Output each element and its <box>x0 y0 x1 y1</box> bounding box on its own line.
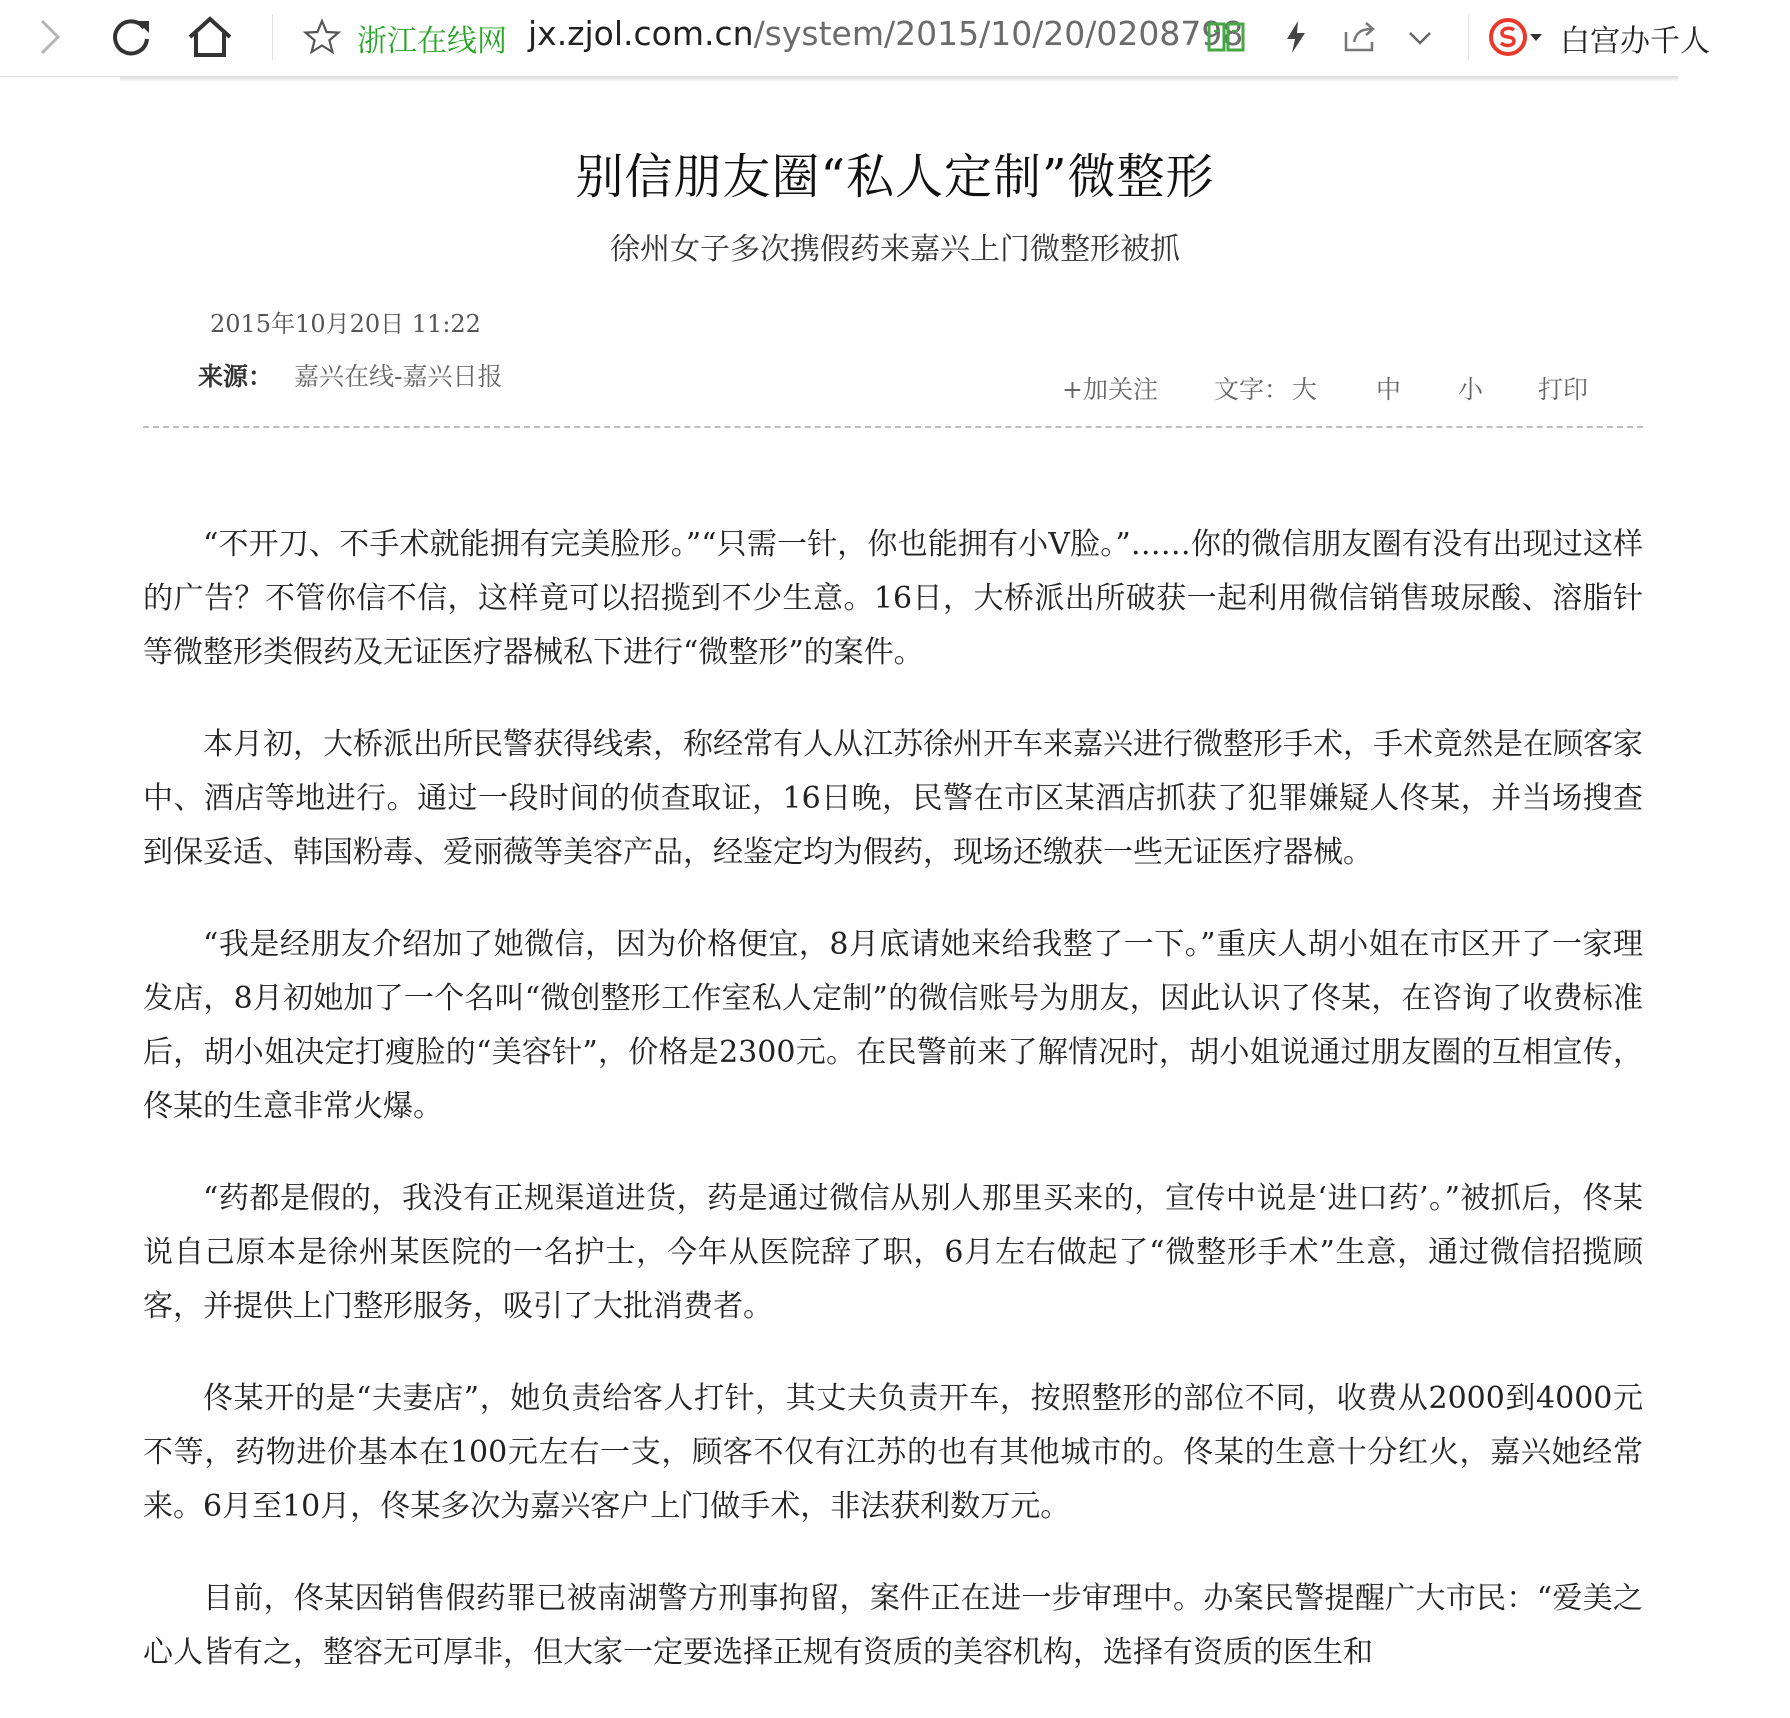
forward-button[interactable] <box>30 16 70 58</box>
book-icon <box>1206 19 1246 55</box>
url-host: jx.zjol.com.cn <box>528 14 754 53</box>
chevron-right-icon <box>36 17 64 57</box>
font-large-link[interactable]: 大 <box>1292 375 1318 404</box>
source-value: 嘉兴在线-嘉兴日报 <box>294 362 503 391</box>
header-divider <box>143 426 1643 428</box>
reload-button[interactable] <box>106 12 156 62</box>
star-icon <box>303 18 341 56</box>
toolbar-separator <box>272 14 273 60</box>
article-paragraph: 佟某开的是“夫妻店”，她负责给客人打针，其丈夫负责开车，按照整形的部位不同，收费从2000到4000元不等，药物进价基本在100元左右一支，顾客不仅有江苏的也有其他城市的。佟某的生意十分红火，嘉兴她经常来。6月至10月，佟某多次为嘉兴客户上门做手术，非法获利数万元。 <box>143 1381 1643 1524</box>
speed-mode-button[interactable] <box>1276 14 1316 60</box>
browser-toolbar <box>0 0 1710 77</box>
article-paragraph: 本月初，大桥派出所民警获得线索，称经常有人从江苏徐州开车来嘉兴进行微整形手术，手术竟然是在顾客家中、酒店等地进行。通过一段时间的侦查取证，16日晚，民警在市区某酒店抓获了犯罪嫌疑人佟某，并当场搜查到保妥适、韩国粉毒、爱丽薇等美容产品，经鉴定均为假药，现场还缴获一些无证医疗器械。 <box>143 727 1643 870</box>
article-body <box>143 518 1643 1718</box>
follow-link[interactable]: +加关注 <box>1062 375 1158 404</box>
article-date: 2015年10月20日 11:22 <box>210 310 481 338</box>
article-paragraph: 目前，佟某因销售假药罪已被南湖警方刑事拘留，案件正在进一步审理中。办案民警提醒广大市民：“爱美之心人皆有之，整容无可厚非，但大家一定要选择正规有资质的美容机构，选择有资质的医生和 <box>143 1581 1643 1670</box>
lightning-icon <box>1283 19 1309 55</box>
reader-mode-button[interactable] <box>1204 14 1248 60</box>
article-paragraph: “我是经朋友介绍加了她微信，因为价格便宜，8月底请她来给我整了一下。”重庆人胡小姐在市区开了一家理发店，8月初她加了一个名叫“微创整形工作室私人定制”的微信账号为朋友，因此认识了佟某，在咨询了收费标准后，胡小姐决定打瘦脸的“美容针”，价格是2300元。在民警前来了解情况时，胡小姐说通过朋友圈的互相宣传，佟某的生意非常火爆。 <box>143 927 1643 1124</box>
bookmark-star-button[interactable] <box>300 16 344 58</box>
site-name: 浙江在线网 <box>357 24 507 59</box>
home-button[interactable] <box>184 12 236 62</box>
article-subtitle: 徐州女子多次携假药来嘉兴上门微整形被抓 <box>610 232 1180 267</box>
print-link[interactable]: 打印 <box>1538 375 1589 404</box>
toolbar-separator <box>1468 14 1469 60</box>
font-small-link[interactable]: 小 <box>1458 375 1484 404</box>
article-paragraph: “药都是假的，我没有正规渠道进货，药是通过微信从别人那里买来的，宣传中说是‘进口药’。”被抓后，佟某说自己原本是徐州某医院的一名护士，今年从医院辞了职，6月左右做起了“微整形手术”生意，通过微信招揽顾客，并提供上门整形服务，吸引了大批消费者。 <box>143 1181 1643 1324</box>
dropdown-button[interactable] <box>1400 18 1440 58</box>
article-paragraph: “不开刀、不手术就能拥有完美脸形。”“只需一针，你也能拥有小V脸。”……你的微信朋友圈有没有出现过这样的广告？不管你信不信，这样竟可以招揽到不少生意。16日，大桥派出所破获一起利用微信销售玻尿酸、溶脂针等微整形类假药及无证医疗器械私下进行“微整形”的案件。 <box>143 527 1643 670</box>
sogou-search-button[interactable] <box>1486 14 1546 60</box>
toolbar-shadow <box>120 76 1678 82</box>
article-title: 别信朋友圈“私人定制”微整形 <box>575 149 1215 205</box>
address-bar-url[interactable] <box>528 14 1244 53</box>
font-medium-link[interactable]: 中 <box>1376 375 1402 404</box>
user-name[interactable]: 白宫办千人 <box>1560 24 1710 59</box>
font-size-label: 文字： <box>1214 375 1290 404</box>
sogou-logo-icon <box>1488 15 1544 59</box>
home-icon <box>186 15 234 59</box>
share-button[interactable] <box>1338 14 1382 60</box>
source-label: 来源： <box>198 362 274 391</box>
chevron-down-icon <box>1407 30 1433 46</box>
url-path: /system/2015/10/20/0208798 <box>753 14 1244 53</box>
reload-icon <box>109 15 153 59</box>
share-icon <box>1342 20 1378 54</box>
